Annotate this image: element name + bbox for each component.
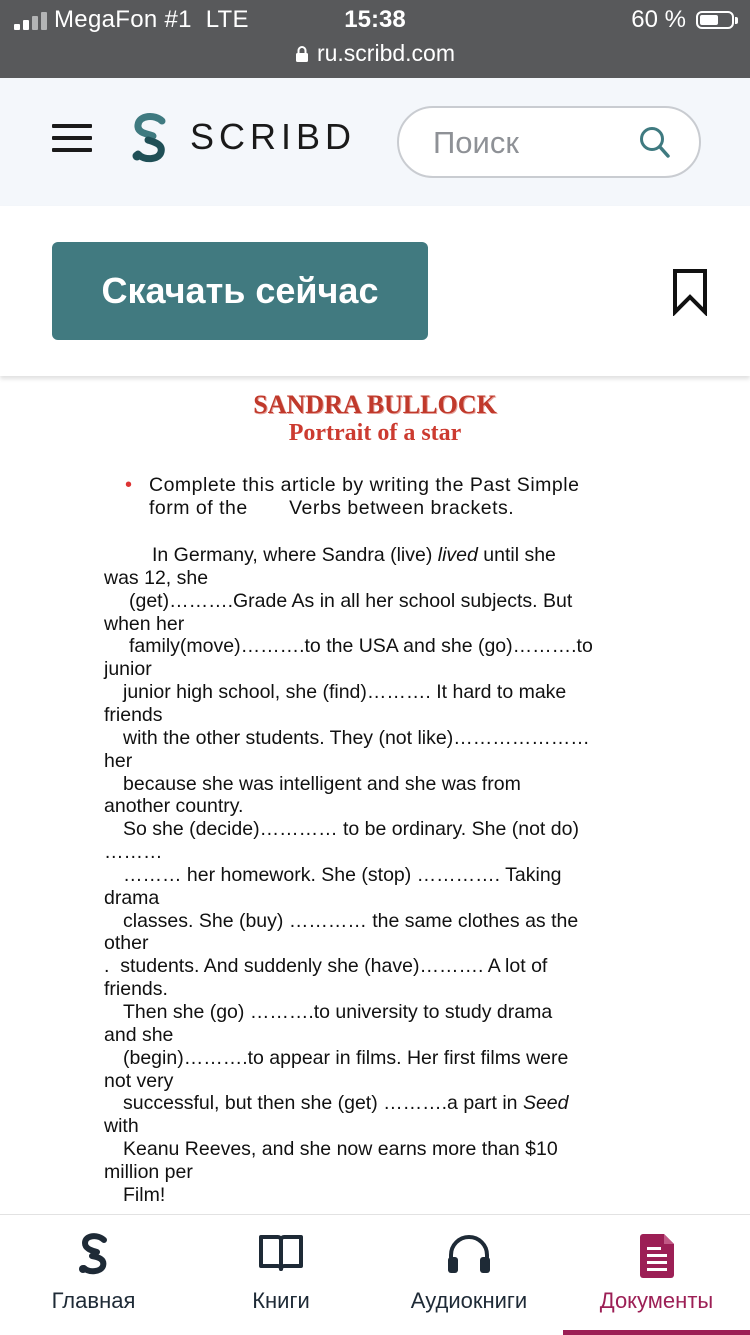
text-line: another country.: [104, 795, 244, 817]
text-line: . students. And suddenly she (have)………. A lot of: [104, 955, 548, 977]
text-line: Then she (go) ……….to university to study drama: [123, 1001, 553, 1023]
text-line: because she was intelligent and she was from: [123, 773, 521, 795]
text-line: friends.: [104, 978, 168, 1000]
scribd-logo-text[interactable]: SCRIBD: [190, 116, 357, 157]
text-line: other: [104, 932, 149, 954]
download-now-button[interactable]: Скачать сейчас: [52, 242, 428, 340]
nav-home[interactable]: [0, 1215, 187, 1335]
nav-label: Документы: [599, 1288, 714, 1313]
active-tab-indicator: [563, 1330, 750, 1335]
text-line: junior high school, she (find)………. It hard to make: [123, 681, 567, 703]
text-line: successful, but then she (get) ……….a part in Seed: [123, 1092, 569, 1114]
search-input[interactable]: [431, 122, 625, 164]
carrier-label: MegaFon #1 LTE: [54, 6, 249, 33]
instruction-line: Complete this article by writing the Past Simple: [149, 474, 580, 496]
text-line: million per: [104, 1161, 193, 1183]
address-bar[interactable]: [0, 40, 750, 67]
text-line: her: [104, 750, 133, 772]
lock-icon: [295, 45, 309, 63]
nav-label: Книги: [252, 1288, 310, 1313]
bottom-navigation: [0, 1214, 750, 1334]
text-line: ………: [104, 841, 163, 863]
menu-icon[interactable]: [52, 124, 92, 152]
clock: 15:38: [344, 6, 406, 33]
search-box[interactable]: [397, 106, 701, 178]
text-line: junior: [104, 658, 152, 680]
battery-icon: [696, 11, 734, 29]
status-bar: [0, 0, 750, 78]
text-line: ……… her homework. She (stop) …………. Taking: [123, 864, 562, 886]
text-line: Film!: [123, 1184, 166, 1206]
nav-books[interactable]: [187, 1215, 375, 1335]
text-line: friends: [104, 704, 163, 726]
bullet-icon: •: [125, 474, 133, 496]
nav-documents[interactable]: [563, 1215, 750, 1335]
text-line: So she (decide)………… to be ordinary. She (not do): [123, 818, 579, 840]
bookmark-icon[interactable]: [672, 268, 708, 316]
text-line: family(move)……….to the USA and she (go)……….to: [129, 635, 593, 657]
document-subtitle: Portrait of a star: [288, 420, 462, 446]
url-text: ru.scribd.com: [316, 40, 456, 66]
text-line: was 12, she: [104, 567, 209, 589]
document-action-bar: [0, 206, 750, 376]
scribd-logo-icon[interactable]: [128, 112, 172, 164]
scribd-home-icon: [77, 1233, 111, 1275]
document-page: [0, 380, 750, 1214]
text-line: with: [104, 1115, 139, 1137]
nav-audiobooks[interactable]: [375, 1215, 563, 1335]
text-line: (get)……….Grade As in all her school subjects. But: [129, 590, 573, 612]
document-title: SANDRA BULLOCK: [253, 390, 497, 419]
text-line: and she: [104, 1024, 174, 1046]
instruction-line: form of the Verbs between brackets.: [149, 497, 515, 519]
text-line: drama: [104, 887, 160, 909]
search-icon[interactable]: [639, 126, 671, 160]
headphones-icon: [446, 1233, 492, 1275]
book-icon: [258, 1233, 304, 1273]
text-line: (begin)……….to appear in films. Her first films were: [123, 1047, 569, 1069]
nav-label: Аудиокниги: [410, 1288, 528, 1313]
text-line: not very: [104, 1070, 174, 1092]
nav-label: Главная: [51, 1288, 136, 1313]
text-line: In Germany, where Sandra (live) lived until she: [152, 544, 556, 566]
text-line: when her: [104, 613, 185, 635]
text-line: Keanu Reeves, and she now earns more than $10: [123, 1138, 558, 1160]
text-line: classes. She (buy) ………… the same clothes as the: [123, 910, 579, 932]
text-line: with the other students. They (not like)…………………: [123, 727, 590, 749]
site-header: [0, 78, 750, 206]
battery-percent: 60 %: [631, 6, 686, 33]
document-icon: [638, 1233, 676, 1279]
